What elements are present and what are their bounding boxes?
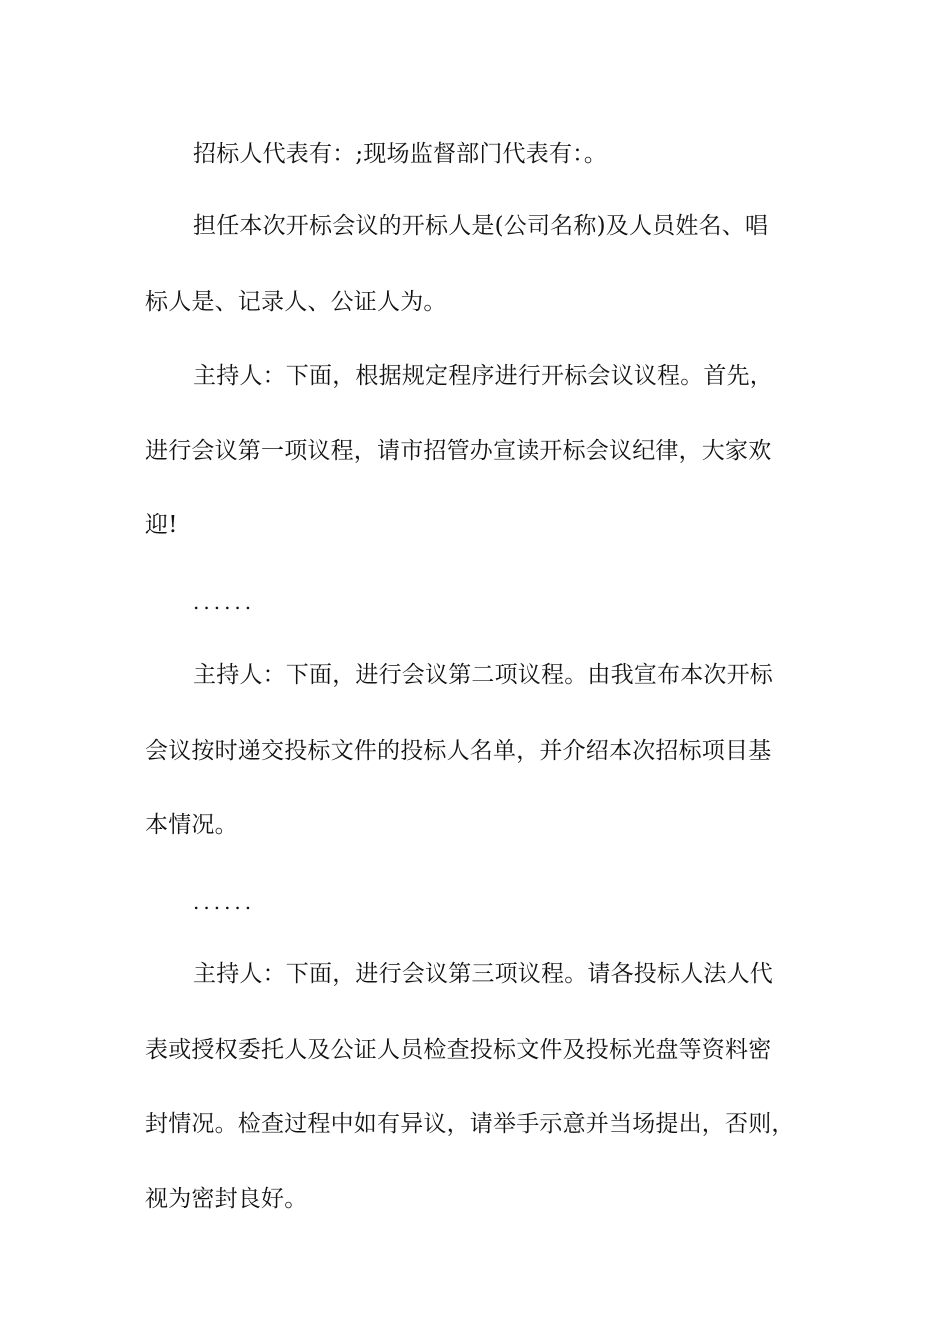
paragraph-5-line-1: 主持人：下面，进行会议第三项议程。请各投标人法人代 [193, 961, 773, 987]
paragraph-5-line-4: 视为密封良好。 [145, 1186, 308, 1212]
paragraph-4-line-2: 会议按时递交投标文件的投标人名单，并介绍本次招标项目基 [145, 738, 772, 764]
paragraph-2-line-2: 标人是、记录人、公证人为。 [145, 289, 447, 315]
paragraph-5-line-2: 表或授权委托人及公证人员检查投标文件及投标光盘等资料密 [145, 1037, 772, 1063]
paragraph-4-line-1: 主持人：下面，进行会议第二项议程。由我宣布本次开标 [193, 662, 773, 688]
paragraph-3-line-3: 迎! [145, 512, 178, 538]
ellipsis-2: ...... [193, 890, 256, 914]
paragraph-4-line-3: 本情况。 [145, 812, 238, 838]
paragraph-2-line-1: 担任本次开标会议的开标人是(公司名称)及人员姓名、唱 [193, 213, 769, 239]
paragraph-5-line-3: 封情况。检查过程中如有异议，请举手示意并当场提出，否则， [145, 1111, 795, 1137]
paragraph-1-line-1: 招标人代表有：;现场监督部门代表有：。 [193, 141, 608, 167]
paragraph-3-line-2: 进行会议第一项议程，请市招管办宣读开标会议纪律，大家欢 [145, 438, 772, 464]
ellipsis-1: ...... [193, 590, 256, 614]
paragraph-3-line-1: 主持人：下面，根据规定程序进行开标会议议程。首先， [193, 363, 773, 389]
